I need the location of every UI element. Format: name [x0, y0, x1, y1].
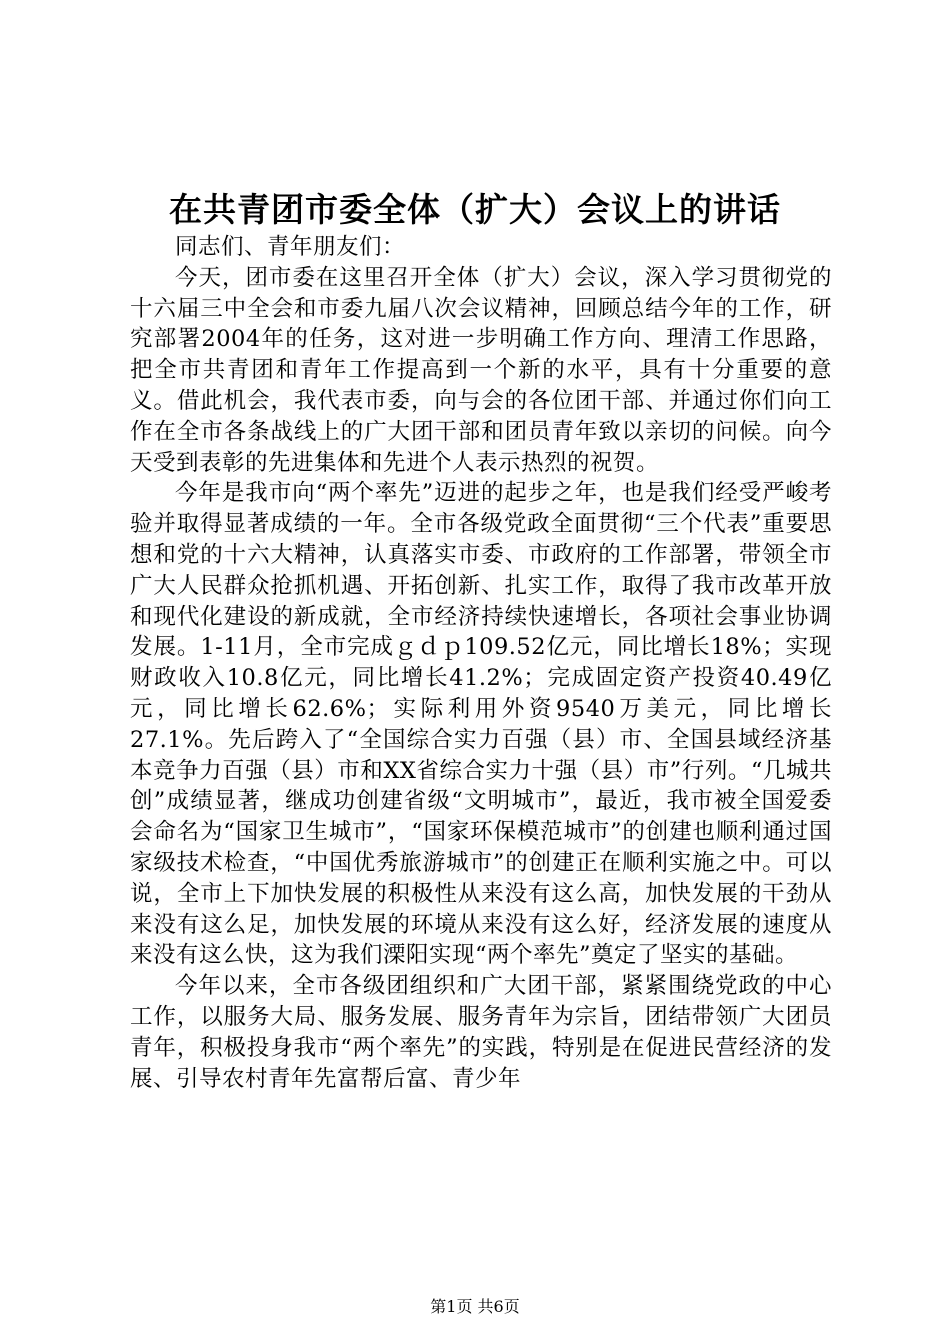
greeting: 同志们、青年朋友们：	[175, 234, 406, 260]
page-footer	[0, 1296, 950, 1318]
paragraph-3: 今年以来，全市各级团组织和广大团干部，紧紧围绕党政的中心工作，以服务大局、服务发展、服务青年为宗旨，团结带领广大团员青年，积极投身我市“两个率先”的实践，特别是在促进民营经济的发展、引导农村青年先富帮后富、青少年	[130, 973, 832, 1092]
paragraph-2: 今年是我市向“两个率先”迈进的起步之年，也是我们经受严峻考验并取得显著成绩的一年。全市各级党政全面贯彻“三个代表”重要思想和党的十六大精神，认真落实市委、市政府的工作部署，带领全市广大人民群众抢抓机遇、开拓创新、扎实工作，取得了我市改革开放和现代化建设的新成就，全市经济持续快速增长，各项社会事业协调发展。1-11月，全市完成ｇｄｐ109.52亿元，同比增长18%；实现财政收入10.8亿元，同比增长41.2%；完成固定资产投资40.49亿元，同比增长62.6%；实际利用外资9540万美元，同比增长27.1%。先后跨入了“全国综合实力百强（县）市、全国县域经济基本竞争力百强（县）市和XX省综合实力十强（县）市”行列。“几城共创”成绩显著，继成功创建省级“文明城市”，最近，我市被全国爱委会命名为“国家卫生城市”，“国家环保模范城市”的创建也顺利通过国家级技术检查，“中国优秀旅游城市”的创建正在顺利实施之中。可以说，全市上下加快发展的积极性从来没有这么高，加快发展的干劲从来没有这么足，加快发展的环境从来没有这么好，经济发展的速度从来没有这么快，这为我们溧阳实现“两个率先”奠定了坚实的基础。	[130, 480, 832, 969]
page-indicator: 第1页 共6页	[430, 1297, 520, 1316]
document-body	[130, 232, 832, 1094]
document-title: 在共青团市委全体（扩大）会议上的讲话	[169, 190, 781, 229]
paragraph-1: 今天，团市委在这里召开全体（扩大）会议，深入学习贯彻党的十六届三中全会和市委九届八次会议精神，回顾总结今年的工作，研究部署2004年的任务，这对进一步明确工作方向、理清工作思路，把全市共青团和青年工作提高到一个新的水平，具有十分重要的意义。借此机会，我代表市委，向与会的各位团干部、并通过你们向工作在全市各条战线上的广大团干部和团员青年致以亲切的问候。向今天受到表彰的先进集体和先进个人表示热烈的祝贺。	[130, 264, 832, 476]
